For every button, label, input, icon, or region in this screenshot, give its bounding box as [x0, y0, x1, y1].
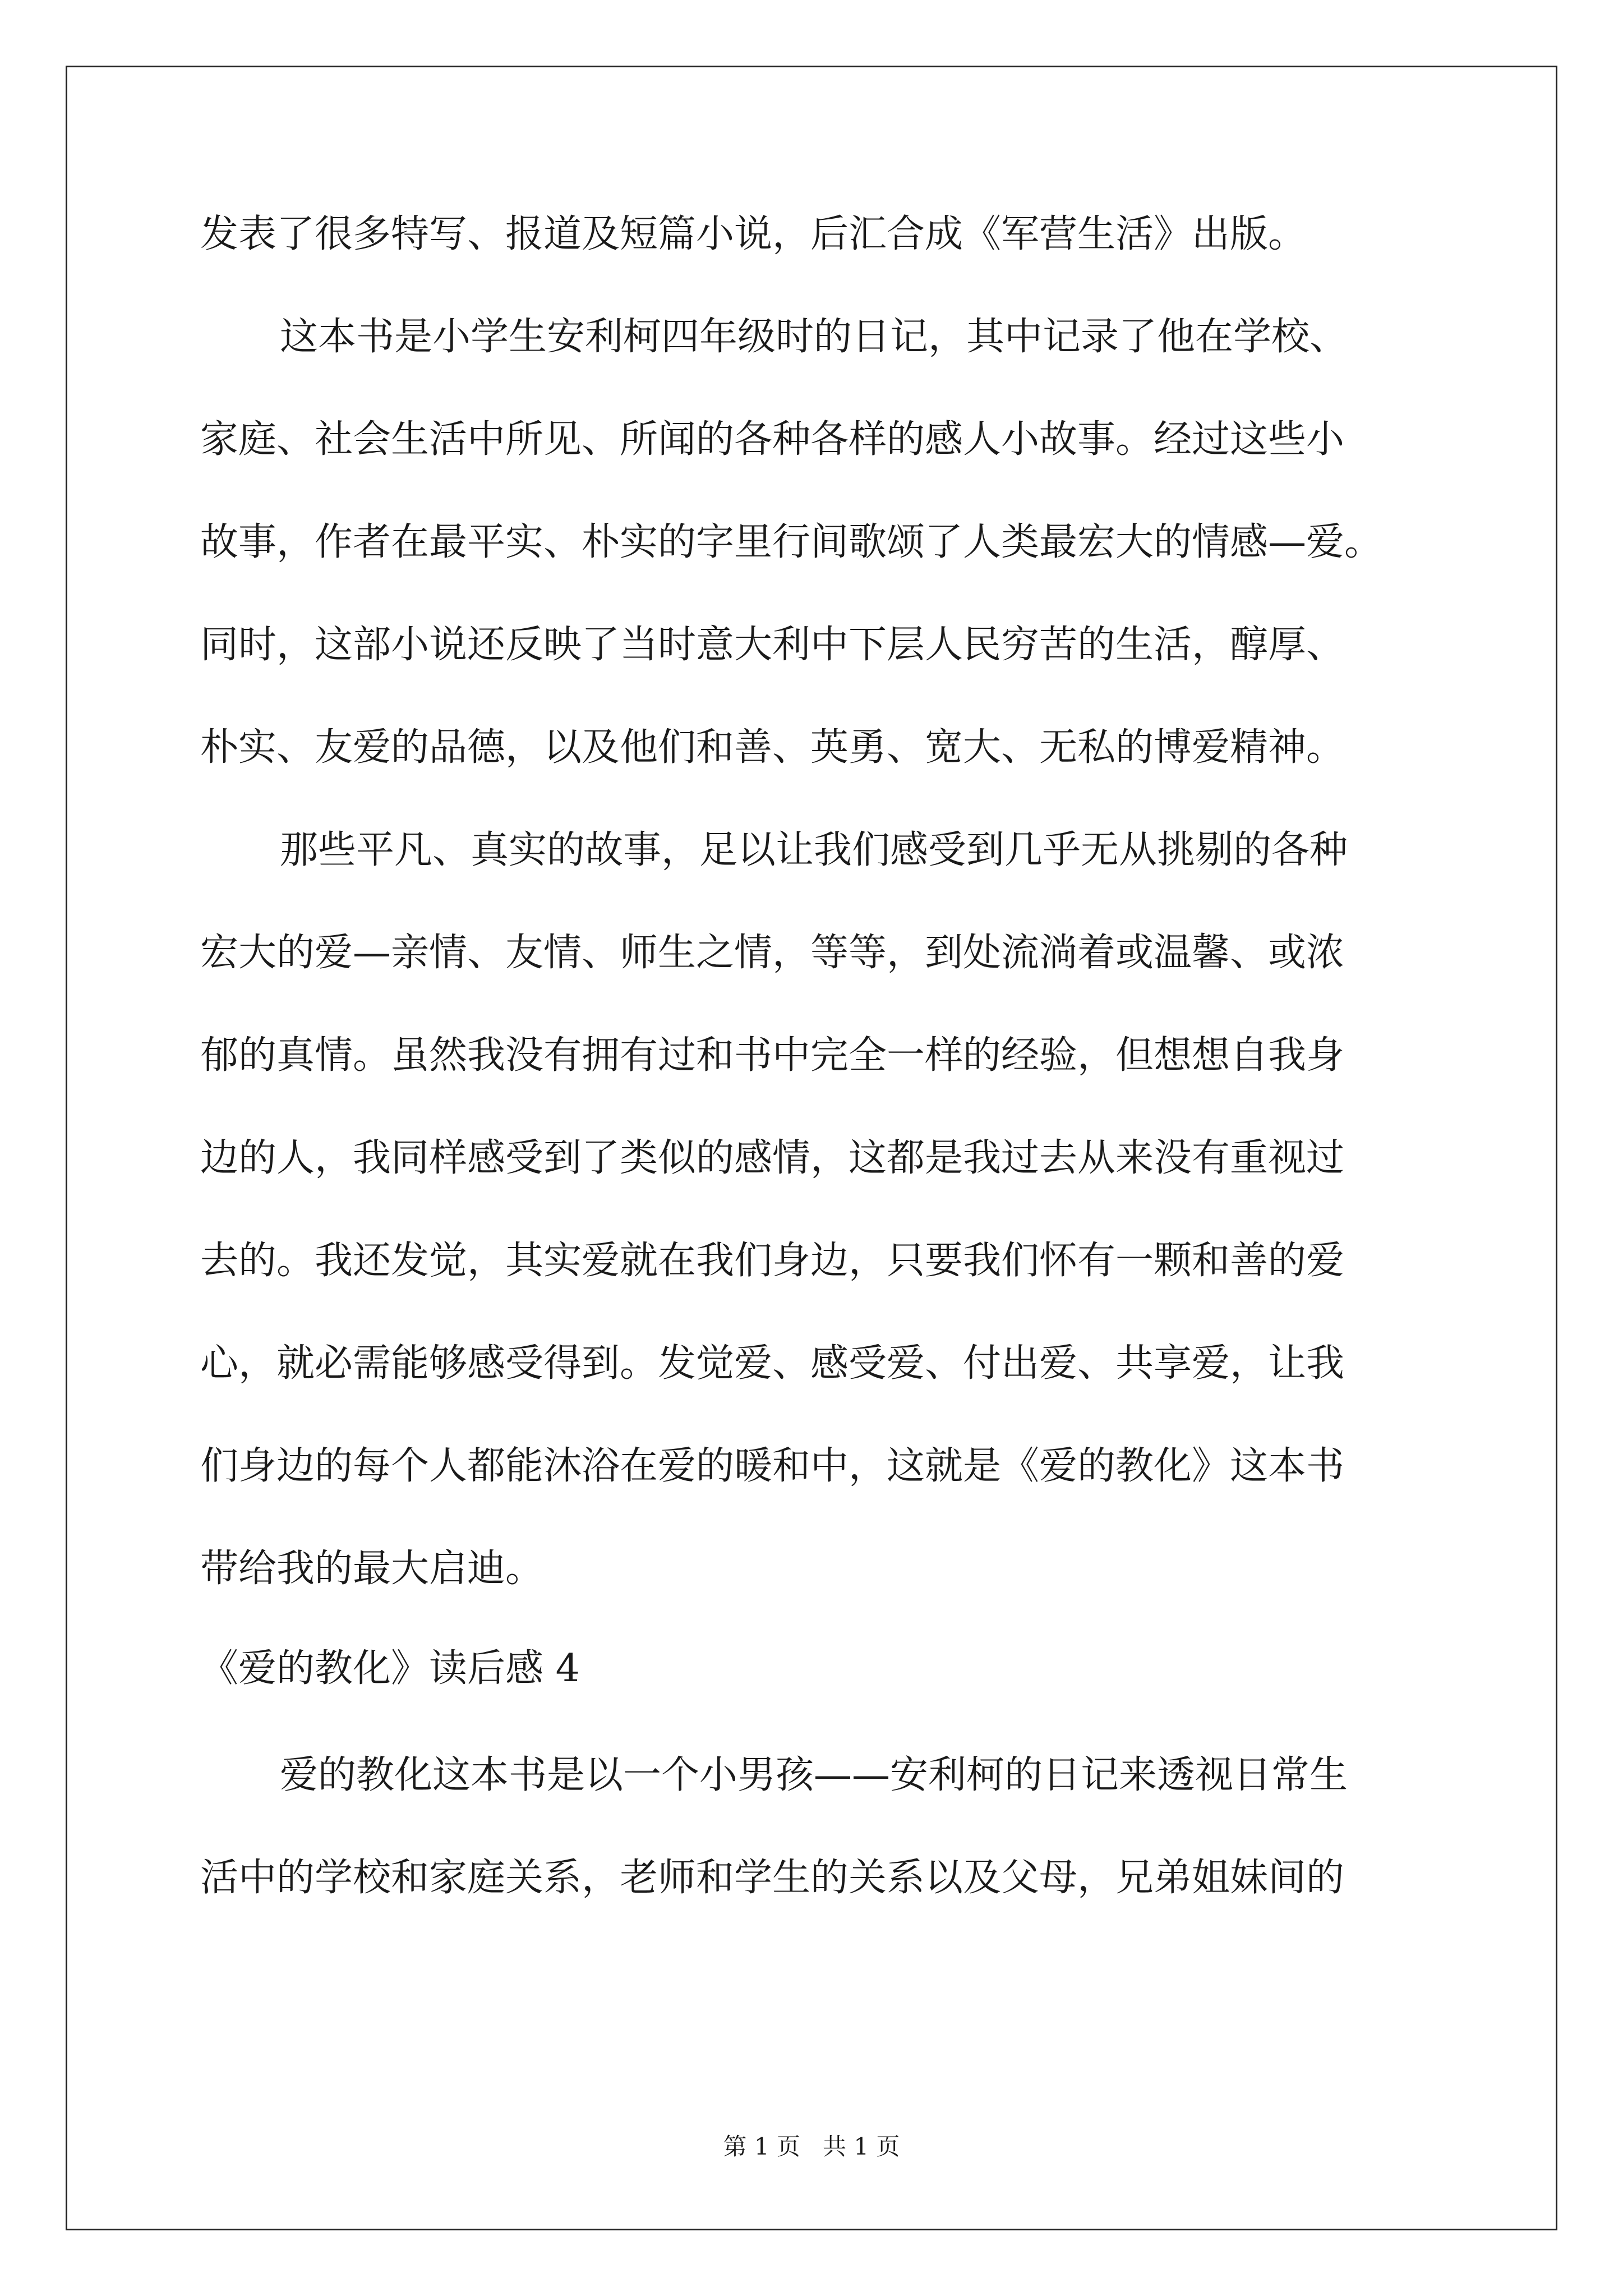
- body-line: 同时，这部小说还反映了当时意大利中下层人民穷苦的生活，醇厚、: [200, 623, 1345, 667]
- body-line: 发表了很多特写、报道及短篇小说，后汇合成《军营生活》出版。: [200, 212, 1307, 256]
- body-line: 们身边的每个人都能沐浴在爱的暖和中，这就是《爱的教化》这本书: [200, 1444, 1345, 1488]
- paragraph-first-line: 这本书是小学生安利柯四年级时的日记，其中记录了他在学校、: [280, 315, 1348, 359]
- section-heading: 《爱的教化》读后感 4: [200, 1646, 580, 1691]
- body-line: 郁的真情。虽然我没有拥有过和书中完全一样的经验，但想想自我身: [200, 1033, 1345, 1078]
- body-line: 活中的学校和家庭关系，老师和学生的关系以及父母，兄弟姐妹间的: [200, 1856, 1345, 1900]
- body-line: 故事，作者在最平实、朴实的字里行间歌颂了人类最宏大的情感—爱。: [200, 520, 1383, 564]
- page-footer: 第 1 页 共 1 页: [723, 2133, 900, 2160]
- body-line: 家庭、社会生活中所见、所闻的各种各样的感人小故事。经过这些小: [200, 417, 1345, 462]
- body-line: 心，就必需能够感受得到。发觉爱、感受爱、付出爱、共享爱，让我: [200, 1341, 1345, 1386]
- body-line: 带给我的最大启迪。: [200, 1547, 544, 1591]
- body-line: 朴实、友爱的品德，以及他们和善、英勇、宽大、无私的博爱精神。: [200, 725, 1345, 770]
- paragraph-first-line: 爱的教化这本书是以一个小男孩——安利柯的日记来透视日常生: [280, 1753, 1348, 1797]
- body-line: 去的。我还发觉，其实爱就在我们身边，只要我们怀有一颗和善的爱: [200, 1239, 1345, 1283]
- body-line: 边的人，我同样感受到了类似的感情，这都是我过去从来没有重视过: [200, 1136, 1345, 1180]
- body-line: 宏大的爱—亲情、友情、师生之情，等等，到处流淌着或温馨、或浓: [200, 931, 1345, 975]
- paragraph-first-line: 那些平凡、真实的故事，足以让我们感受到几乎无从挑剔的各种: [280, 828, 1348, 872]
